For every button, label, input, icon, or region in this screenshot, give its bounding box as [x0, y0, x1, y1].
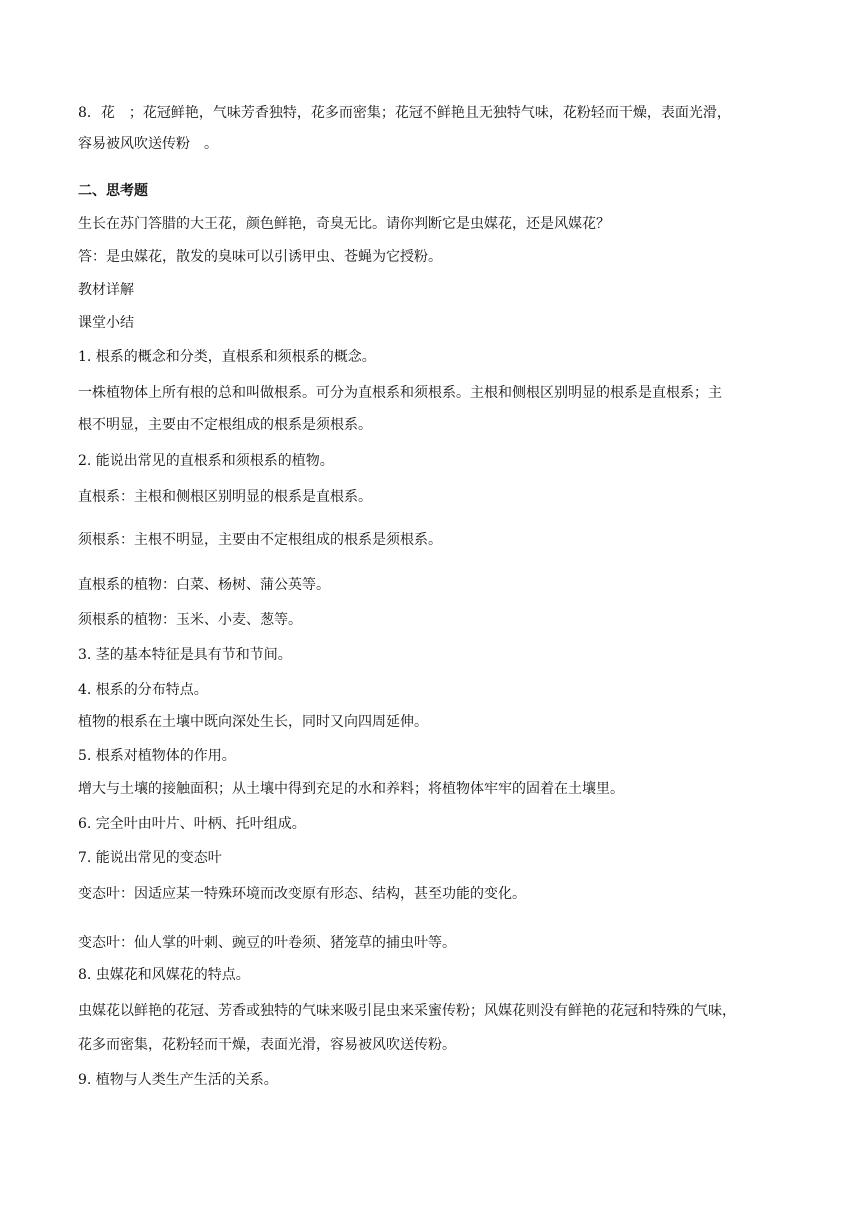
answer-8-line-2: 容易被风吹送传粉 。	[78, 136, 218, 152]
summary-item-1-detail-line-2: 根不明显，主要由不定根组成的根系是须根系。	[78, 417, 372, 433]
summary-item-9: 9. 植物与人类生产生活的关系。	[78, 1072, 278, 1088]
summary-item-1-detail-line-1: 一株植物体上所有根的总和叫做根系。可分为直根系和须根系。主根和侧根区别明显的根系是直根系；主	[78, 385, 722, 401]
modified-leaf-examples: 变态叶：仙人掌的叶刺、豌豆的叶卷须、猪笼草的捕虫叶等。	[78, 935, 456, 951]
fibrous-root-plants: 须根系的植物：玉米、小麦、葱等。	[78, 612, 302, 628]
summary-item-5-detail: 增大与土壤的接触面积；从土壤中得到充足的水和养料；将植物体牢牢的固着在土壤里。	[78, 781, 624, 797]
summary-item-3: 3. 茎的基本特征是具有节和节间。	[78, 647, 292, 663]
answer-8-line-1: 8．花 ；花冠鲜艳，气味芳香独特，花多而密集；花冠不鲜艳且无独特气味，花粉轻而干燥，表面光滑，	[78, 105, 731, 121]
fibrous-root-definition: 须根系：主根不明显，主要由不定根组成的根系是须根系。	[78, 532, 442, 548]
summary-item-4-detail: 植物的根系在土壤中既向深处生长，同时又向四周延伸。	[78, 714, 428, 730]
summary-item-8-detail-line-1: 虫媒花以鲜艳的花冠、芳香或独特的气味来吸引昆虫来采蜜传粉；风媒花则没有鲜艳的花冠和特殊的气味，	[78, 1003, 736, 1019]
summary-item-8: 8. 虫媒花和风媒花的特点。	[78, 967, 250, 983]
taproot-definition: 直根系：主根和侧根区别明显的根系是直根系。	[78, 489, 372, 505]
label-textbook-explanation: 教材详解	[78, 282, 134, 298]
summary-item-1: 1. 根系的概念和分类，直根系和须根系的概念。	[78, 349, 376, 365]
modified-leaf-definition: 变态叶：因适应某一特殊环境而改变原有形态、结构，甚至功能的变化。	[78, 886, 526, 902]
summary-item-5: 5. 根系对植物体的作用。	[78, 748, 236, 764]
summary-item-2: 2. 能说出常见的直根系和须根系的植物。	[78, 453, 334, 469]
taproot-plants: 直根系的植物：白菜、杨树、蒲公英等。	[78, 577, 330, 593]
section-heading-thinking: 二、思考题	[78, 183, 148, 199]
label-class-summary: 课堂小结	[78, 315, 134, 331]
summary-item-6: 6. 完全叶由叶片、叶柄、托叶组成。	[78, 816, 306, 832]
question-text: 生长在苏门答腊的大王花，颜色鲜艳，奇臭无比。请你判断它是虫媒花，还是风媒花？	[78, 216, 610, 232]
summary-item-7: 7. 能说出常见的变态叶	[78, 850, 222, 866]
answer-text: 答：是虫媒花，散发的臭味可以引诱甲虫、苍蝇为它授粉。	[78, 249, 442, 265]
summary-item-4: 4. 根系的分布特点。	[78, 682, 208, 698]
summary-item-8-detail-line-2: 花多而密集，花粉轻而干燥，表面光滑，容易被风吹送传粉。	[78, 1037, 456, 1053]
